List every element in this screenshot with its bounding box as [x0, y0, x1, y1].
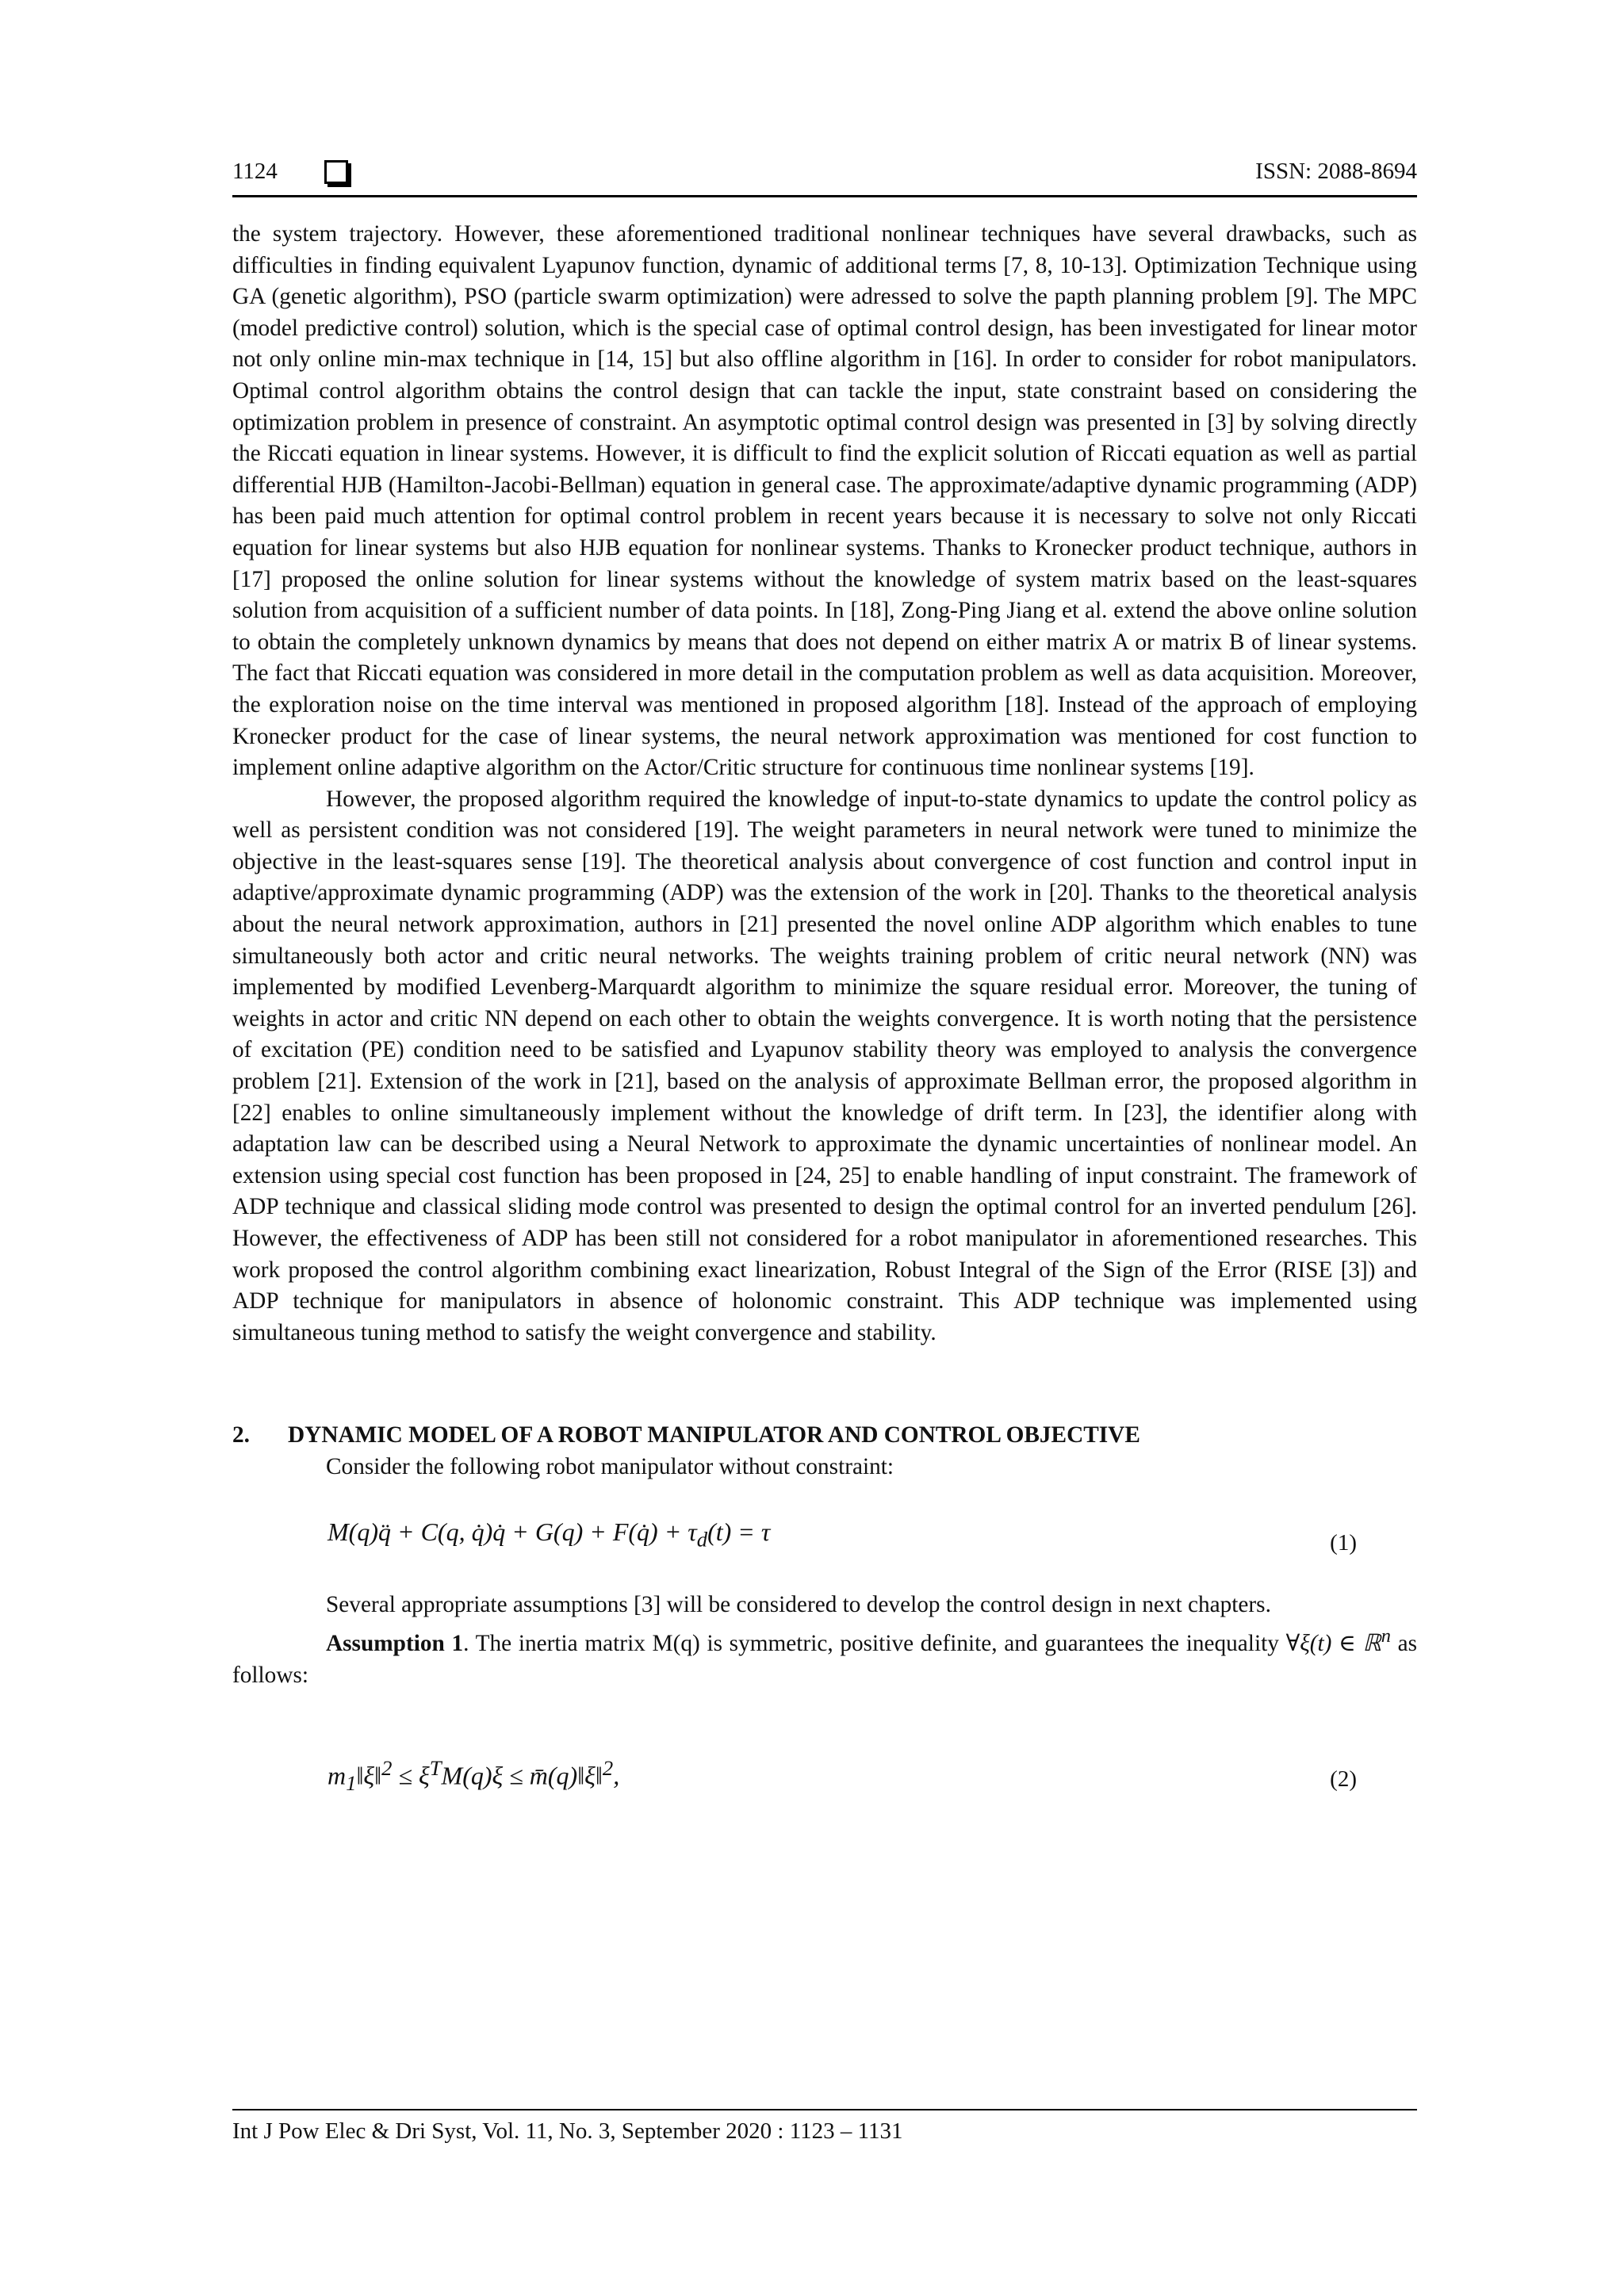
paragraph-1: the system trajectory. However, these aforementioned traditional nonlinear techniques have several drawbacks, such as difficulties in finding equivalent Lyapunov function, dynamic of additional terms [7, 8, 10-13]. Optimization Technique using GA (genetic algorithm), PSO (particle swarm optimization) were adressed to solve the papth planning problem [9]. The MPC (model predictive control) solution, which is the special case of optimal control design, has been investigated for linear motor not only online min-max technique in [14, 15] but also offline algorithm in [16]. In order to consider for robot manipulators. Optimal control algorithm obtains the control design that can tackle the input, state constraint based on considering the optimization problem in presence of constraint. An asymptotic optimal control design was presented in [3] by solving directly the Riccati equation in linear systems. However, it is difficult to find the explicit solution of Riccati equation as well as partial differential HJB (Hamilton-Jacobi-Bellman) equation in general case. The approximate/adaptive dynamic programming (ADP) has been paid much attention for optimal control problem in recent years because it is necessary to solve not only Riccati equation for linear systems but also HJB equation for nonlinear systems. Thanks to Kronecker product technique, authors in [17] proposed the online solution for linear systems without the knowledge of system matrix based on the least-squares solution from acquisition of a sufficient number of data points. In [18], Zong-Ping Jiang et al. extend the above online solution to obtain the completely unknown dynamics by means that does not depend on either matrix A or matrix B of linear systems. The fact that Riccati equation was considered in more detail in the computation problem as well as data acquisition. Moreover, the exploration noise on the time interval was mentioned in proposed algorithm [18]. Instead of the approach of employing Kronecker product for the case of linear systems, the neural network approximation was mentioned for cost function to implement online adaptive algorithm on the Actor/Critic structure for continuous time nonlinear systems [19].	[232, 221, 1417, 781]
section-title: DYNAMIC MODEL OF A ROBOT MANIPULATOR AND CONTROL OBJECTIVE	[288, 1422, 1140, 1448]
page-number: 1124	[232, 159, 278, 184]
inline-math: ∀ξ(t) ∈ ℝ$^n$	[1285, 1625, 1391, 1656]
equation-2-number: (2)	[1330, 1766, 1357, 1793]
assumption-text-a: . The inertia matrix M(q) is symmetric, positive definite, and guarantees the inequality	[463, 1630, 1286, 1656]
section-number: 2.	[232, 1422, 250, 1448]
page-body	[232, 219, 1417, 1834]
equation-1-expression: M(q)q̈ + C(q, q̇)q̇ + G(q) + F(q̇) + $\tau_d(t) = \tau$	[327, 1517, 771, 1551]
paragraph-4: Several appropriate assumptions [3] will be considered to develop the control design in next chapters.	[326, 1591, 1271, 1617]
issn: ISSN: 2088-8694	[1255, 159, 1417, 184]
equation-1	[232, 1502, 1417, 1566]
equation-2-expression: $m_1‖\xi‖^2 \le \xi^TM(q)\xi$ ≤ m̄(q)‖ξ‖$^2$,	[327, 1756, 620, 1796]
paragraph-2: However, the proposed algorithm required the knowledge of input-to-state dynamics to update the control policy as well as persistent condition was not considered [19]. The weight parameters in neural network were tuned to minimize the objective in the least-squares sense [19]. The theoretical analysis about convergence of cost function and control input in adaptive/approximate dynamic programming (ADP) was the extension of the work in [20]. Thanks to the theoretical analysis about the neural network approximation, authors in [21] presented the novel online ADP algorithm which enables to tune simultaneously both actor and critic neural networks. The weights training problem of critic neural network (NN) was implemented by modified Levenberg-Marquardt algorithm to minimize the square residual error. Moreover, the tuning of weights in actor and critic NN depend on each other to obtain the weights convergence. It is worth noting that the persistence of excitation (PE) condition need to be satisfied and Lyapunov stability theory was employed to analysis the convergence problem [21]. Extension of the work in [21], based on the analysis of approximate Bellman error, the proposed algorithm in [22] enables to online simultaneously implement without the knowledge of drift term. In [23], the identifier along with adaptation law can be described using a Neural Network to approximate the dynamic uncertainties of nonlinear model. An extension using special cost function has been proposed in [24, 25] to enable handling of input constraint. The framework of ADP technique and classical sliding mode control was presented to design the optimal control for an inverted pendulum [26]. However, the effectiveness of ADP has been still not considered for a robot manipulator in aforementioned researches. This work proposed the control algorithm combining exact linearization, Robust Integral of the Sign of the Error (RISE [3]) and ADP technique for manipulators in absence of holonomic constraint. This ADP technique was implemented using simultaneous tuning method to satisfy the weight convergence and stability.	[232, 786, 1417, 1345]
paragraph-3: Consider the following robot manipulator without constraint:	[326, 1453, 894, 1479]
square-bullet-icon	[324, 160, 348, 184]
paragraph-5	[232, 1621, 1417, 1691]
journal-citation: Int J Pow Elec & Dri Syst, Vol. 11, No. 3, September 2020 : 1123 – 1131	[232, 2118, 903, 2144]
equation-2	[232, 1723, 1417, 1810]
assumption-text-b: as follows:	[232, 1630, 1418, 1688]
page-footer	[232, 2109, 1417, 2147]
page-header	[232, 155, 1417, 197]
equation-1-number: (1)	[1330, 1529, 1357, 1556]
assumption-label: Assumption 1	[326, 1630, 464, 1656]
section-heading	[232, 1420, 1417, 1452]
